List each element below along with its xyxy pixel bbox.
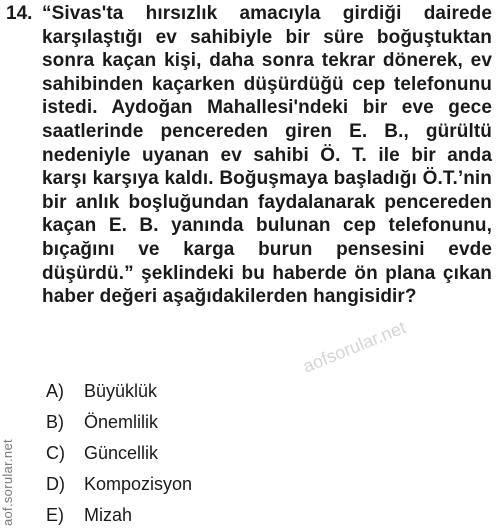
question-text: “Sivas'ta hırsızlık amacıyla girdiği dairede karşılaştığı ev sahibiyle bir süre boğuştuktan sonra kaçan kişi, daha sonra tekrar dönerek, ev sahibinden kaçarken düşürdüğü cep telefonunu istedi. Aydoğan Mahallesi'ndeki bir eve gece saatlerinde pencereden giren E. B., gürültü nedeniyle uyanan ev sahibi Ö. T. ile bir anda karşı karşıya kaldı. Boğuşmaya başladığı Ö.T.’nin bir anlık boşluğundan faydalanarak pencereden kaçan E. B. yanında bulunan cep telefonunu, bıçağını ve karga burun pensesini evde düşürdü.” şeklindeki bu haberde ön plana çıkan haber değeri aşağıdakilerden hangisidir? (42, 3, 492, 308)
option-text: Güncellik (84, 443, 159, 463)
option-letter: C) (46, 443, 65, 463)
option-letter: A) (46, 381, 64, 401)
option-text: Önemlilik (84, 412, 159, 432)
option-letter: D) (46, 474, 65, 494)
option-letter: B) (46, 412, 64, 432)
question-number: 14. (6, 3, 33, 24)
diagonal-watermark: aofsorular.net (300, 317, 409, 377)
option-d[interactable] (46, 469, 466, 500)
answer-options (46, 376, 466, 531)
option-letter: E) (46, 505, 64, 525)
side-watermark-text: aof.sorular.net (0, 439, 15, 526)
option-b[interactable] (46, 407, 466, 438)
option-text: Büyüklük (84, 381, 158, 401)
side-watermark (0, 330, 18, 530)
option-text: Kompozisyon (84, 474, 193, 494)
option-c[interactable] (46, 438, 466, 469)
option-a[interactable] (46, 376, 466, 407)
option-e[interactable] (46, 500, 466, 531)
option-text: Mizah (84, 505, 133, 525)
